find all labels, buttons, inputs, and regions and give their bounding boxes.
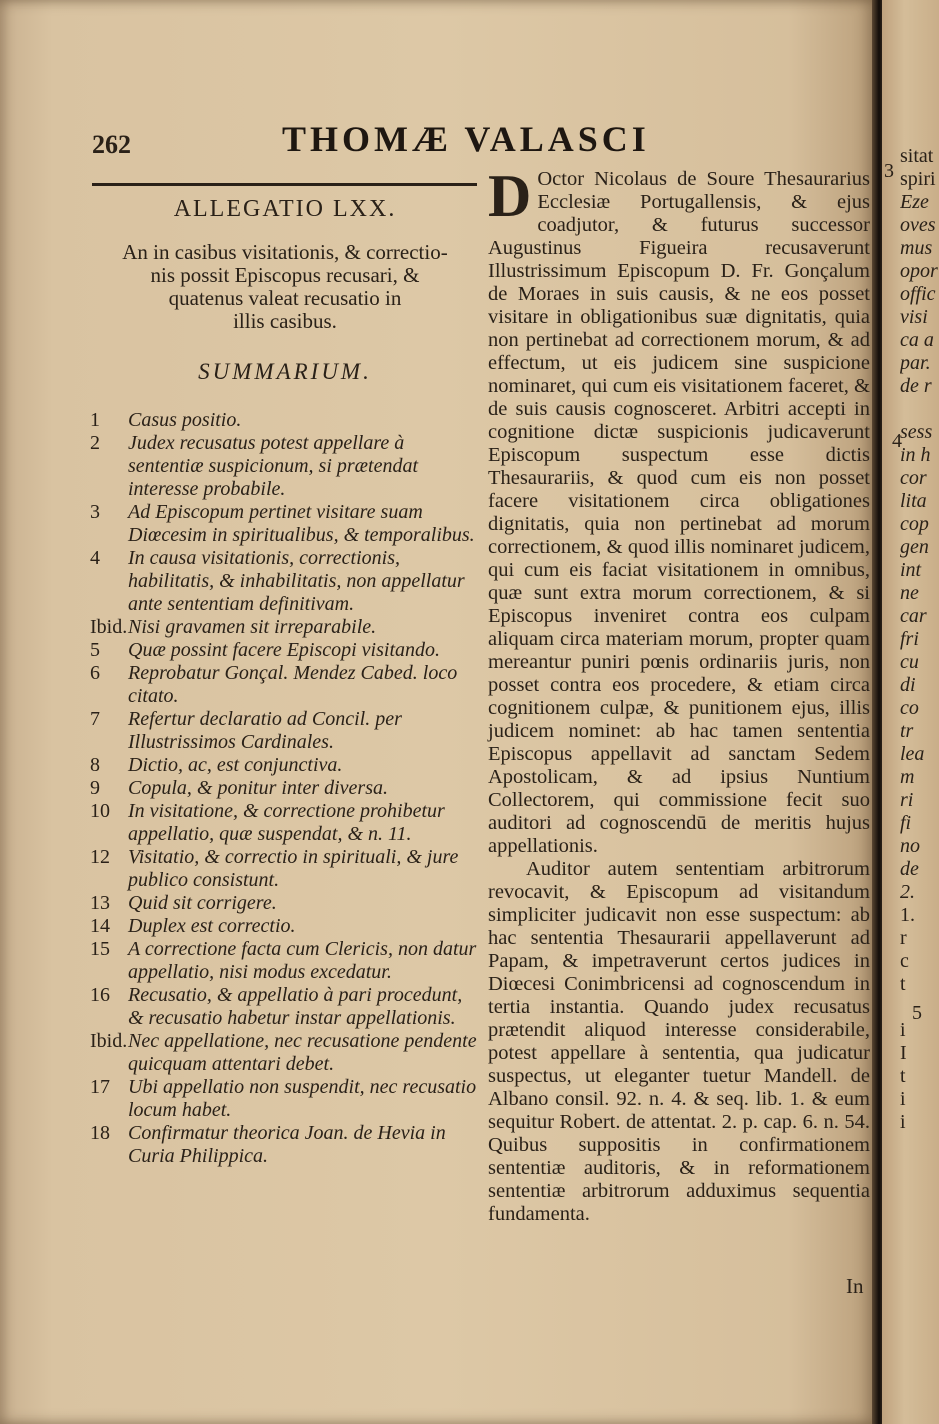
summary-entry bbox=[90, 892, 480, 915]
summary-entry-text: Ad Episcopum pertinet visitare suam Diœcesim in spiritualibus, & temporalibus. bbox=[128, 501, 475, 546]
body-text bbox=[488, 163, 870, 1226]
question-line: illis casibus. bbox=[233, 309, 337, 333]
summary-entry-number: 18 bbox=[90, 1122, 110, 1144]
facing-line: in h bbox=[900, 444, 931, 466]
facing-line: fi bbox=[900, 812, 912, 834]
facing-page-text bbox=[900, 145, 939, 1134]
facing-line bbox=[900, 398, 939, 421]
summary-entry bbox=[90, 777, 480, 800]
facing-line: par. bbox=[900, 352, 931, 374]
summary-entry-text: Quid sit corrigere. bbox=[128, 892, 277, 914]
summary-entry-text: Dictio, ac, est conjunctiva. bbox=[128, 754, 343, 776]
facing-line: no bbox=[900, 835, 920, 857]
summary-entry-number: 6 bbox=[90, 662, 100, 684]
question bbox=[90, 241, 480, 333]
summary-entry-text: Judex recusatus potest appellare à sententiæ suspicionum, si prætendat interesse probabile. bbox=[128, 432, 418, 500]
page-header bbox=[0, 108, 876, 158]
summary-entry-number: 16 bbox=[90, 984, 110, 1006]
summary-list bbox=[90, 409, 480, 1168]
facing-line: tr bbox=[900, 720, 914, 742]
summary-entry-text: Casus positio. bbox=[128, 409, 242, 431]
facing-line: c bbox=[900, 950, 909, 972]
summary-entry-text: Duplex est correctio. bbox=[128, 915, 296, 937]
summary-entry bbox=[90, 708, 480, 754]
summary-entry-text: Recusatio, & appellatio à pari procedunt, & recusatio habetur instar appellationis. bbox=[128, 984, 463, 1029]
facing-line: opor bbox=[900, 260, 938, 282]
summary-entry-text: Ubi appellatio non suspendit, nec recusatio locum habet. bbox=[128, 1076, 477, 1121]
facing-line: visi bbox=[900, 306, 928, 328]
summary-entry-number: Ibid. bbox=[90, 616, 128, 638]
facing-line: r bbox=[900, 927, 907, 949]
facing-line: int bbox=[900, 559, 922, 581]
facing-line: sess bbox=[900, 421, 933, 443]
facing-line: oves bbox=[900, 214, 936, 236]
body-paragraph-1: Octor Nicolaus de Soure Thesaurarius Ecclesiæ Portugallensis, & ejus coadjutor, & futurus successor Augustinus Figueira recusaverunt Illustrissimum Episcopum D. Fr. Gonçalum de Moraes in suis causis, & ne eos posset visitare in obligationibus suæ dignitatis, quia non pertinebat ad correctionem morum, & ad effectum, ut eis judicem sine suspicione nominaret, qui cum eis visitationem faceret, & de suis causis cognosceret. Arbitri accepti in cognitione dictæ suspicionis judicaverunt Episcopum suspectum esse dictis Thesaurariis, & quod cum eis non posset facere visitationem circa obligationes dignitatis, quia non pertinebat ad morum correctionem, & quod illis nominaret judicem, qui cum eis faciat visitationem in omnibus, quæ sunt extra morum correctionem, & si Episcopus inveniret contra eos culpam aliquam circa materiam morum, propter quam mereantur puniri pœnis ordinariis juris, non posset contra eos procedere, & etiam circa cognitionem culpæ, & punitionem ejus, illis judicem nominet: ab hac tamen sententia Episcopus appellavit ad sanctam Sedem Apostolicam, & ad ipsius Nuntium Collectorem, qui commissione fecit suo auditori ad cognoscendū de meritis hujus appellationis. bbox=[488, 168, 870, 857]
facing-line: cop bbox=[900, 513, 929, 535]
facing-line: i bbox=[900, 1088, 906, 1110]
summary-entry-number: 2 bbox=[90, 432, 100, 454]
facing-line: gen bbox=[900, 536, 929, 558]
summary-entry-number: Ibid. bbox=[90, 1030, 128, 1052]
facing-line: de bbox=[900, 858, 919, 880]
facing-line: t bbox=[900, 1065, 906, 1087]
facing-line: ri bbox=[900, 789, 914, 811]
book-gutter bbox=[872, 0, 882, 1424]
summary-entry-text: Nisi gravamen sit irreparabile. bbox=[128, 616, 377, 638]
summary-entry-number: 12 bbox=[90, 846, 110, 868]
facing-line: di bbox=[900, 674, 916, 696]
facing-line: 1. bbox=[900, 904, 915, 926]
summary-entry bbox=[90, 938, 480, 984]
summary-entry bbox=[90, 1076, 480, 1122]
summary-entry-number: 8 bbox=[90, 754, 100, 776]
summary-entry-text: Nec appellatione, nec recusatione pendente quicquam attentari debet. bbox=[128, 1030, 477, 1075]
left-column bbox=[90, 196, 480, 1168]
facing-line: ca a bbox=[900, 329, 934, 351]
facing-line: ne bbox=[900, 582, 919, 604]
summary-entry bbox=[90, 1122, 480, 1168]
facing-line: i bbox=[900, 1111, 906, 1133]
facing-margin-number: 3 bbox=[884, 160, 894, 182]
facing-line: i bbox=[900, 1019, 906, 1041]
summary-entry bbox=[90, 754, 480, 777]
summary-entry bbox=[90, 846, 480, 892]
summary-entry-number: 13 bbox=[90, 892, 110, 914]
facing-line: cu bbox=[900, 651, 919, 673]
summary-entry-text: A correctione facta cum Clericis, non datur appellatio, nisi modus excedatur. bbox=[128, 938, 477, 983]
summary-entry bbox=[90, 547, 480, 616]
summary-entry-number: 15 bbox=[90, 938, 110, 960]
header-rule bbox=[92, 183, 477, 186]
facing-line: co bbox=[900, 697, 919, 719]
body-paragraph-2: Auditor autem sententiam arbitrorum revocavit, & Episcopum ad visitandum simpliciter judicavit non esse suspectum: ab hac sententia Thesaurarii appellaverunt ad Papam, & impetraverunt certos judices in Diœcesi Conimbricensi ad cognoscendum in tertia instantia. Quando judex recusatus prætendit aliquod interesse considerabile, potest appellare à sententia, qua judicatur suspectus, ut eleganter tuetur Mandell. de Albano consil. 92. n. 4. & seq. lib. 1. & eum sequitur Robert. de attentat. 2. p. cap. 6. n. 54. Quibus suppositis in confirmationem sententiæ auditoris, & in reformationem sententiæ arbitrorum adduximus sequentia fundamenta. bbox=[488, 858, 870, 1225]
facing-line: I bbox=[900, 1042, 907, 1064]
summary-entry bbox=[90, 616, 480, 639]
summary-entry-text: Quæ possint facere Episcopi visitando. bbox=[128, 639, 441, 661]
facing-line: t bbox=[900, 973, 906, 995]
facing-line: fri bbox=[900, 628, 919, 650]
summary-entry-text: Visitatio, & correctio in spirituali, & jure publico consistunt. bbox=[128, 846, 459, 891]
facing-line: de r bbox=[900, 375, 932, 397]
running-head: THOMÆ VALASCI bbox=[282, 119, 650, 159]
summary-entry bbox=[90, 800, 480, 846]
drop-cap: D bbox=[488, 163, 532, 229]
facing-line: lita bbox=[900, 490, 927, 512]
summary-entry bbox=[90, 1030, 480, 1076]
page-number: 262 bbox=[92, 130, 131, 159]
summary-entry bbox=[90, 639, 480, 662]
question-line: An in casibus visitationis, & correctio- bbox=[122, 240, 448, 264]
facing-line: mus bbox=[900, 237, 933, 259]
summary-entry-number: 1 bbox=[90, 409, 100, 431]
summary-entry-number: 17 bbox=[90, 1076, 110, 1098]
allegation-title: ALLEGATIO LXX. bbox=[173, 196, 397, 222]
summary-entry-text: In visitatione, & correctione prohibetur appellatio, quæ suspendat, & n. 11. bbox=[128, 800, 445, 845]
facing-margin-number: 4 bbox=[892, 430, 902, 452]
summary-entry-number: 10 bbox=[90, 800, 110, 822]
summary-entry bbox=[90, 501, 480, 547]
facing-line: cor bbox=[900, 467, 927, 489]
summary-entry bbox=[90, 409, 480, 432]
summary-entry-text: Reprobatur Gonçal. Mendez Cabed. loco citato. bbox=[128, 662, 458, 707]
facing-line: spiri bbox=[900, 168, 936, 190]
summary-entry-text: Copula, & ponitur inter diversa. bbox=[128, 777, 388, 799]
summary-entry bbox=[90, 915, 480, 938]
summary-entry-text: In causa visitationis, correctionis, habilitatis, & inhabilitatis, non appellatur ante sententiam definitivam. bbox=[128, 547, 465, 615]
summary-entry-number: 3 bbox=[90, 501, 100, 523]
summary-entry-text: Refertur declaratio ad Concil. per Illustrissimos Cardinales. bbox=[128, 708, 402, 753]
summary-entry-text: Confirmatur theorica Joan. de Hevia in Curia Philippica. bbox=[128, 1122, 446, 1167]
question-line: quatenus valeat recusatio in bbox=[168, 286, 402, 310]
facing-line: sitat bbox=[900, 145, 934, 167]
summary-entry-number: 7 bbox=[90, 708, 100, 730]
facing-line: 2. bbox=[900, 881, 915, 903]
facing-line: offic bbox=[900, 283, 936, 305]
summary-entry-number: 5 bbox=[90, 639, 100, 661]
facing-margin-number: 5 bbox=[912, 1002, 922, 1024]
question-line: nis possit Episcopus recusari, & bbox=[150, 263, 420, 287]
summary-entry bbox=[90, 984, 480, 1030]
summary-entry bbox=[90, 662, 480, 708]
summary-title: SUMMARIUM. bbox=[198, 359, 372, 384]
summary-entry bbox=[90, 432, 480, 501]
summary-entry-number: 9 bbox=[90, 777, 100, 799]
facing-line: m bbox=[900, 766, 915, 788]
facing-line: lea bbox=[900, 743, 925, 765]
facing-line: Eze bbox=[900, 191, 929, 213]
facing-line: car bbox=[900, 605, 927, 627]
catchword: In bbox=[846, 1274, 864, 1298]
summary-entry-number: 14 bbox=[90, 915, 110, 937]
summary-entry-number: 4 bbox=[90, 547, 100, 569]
